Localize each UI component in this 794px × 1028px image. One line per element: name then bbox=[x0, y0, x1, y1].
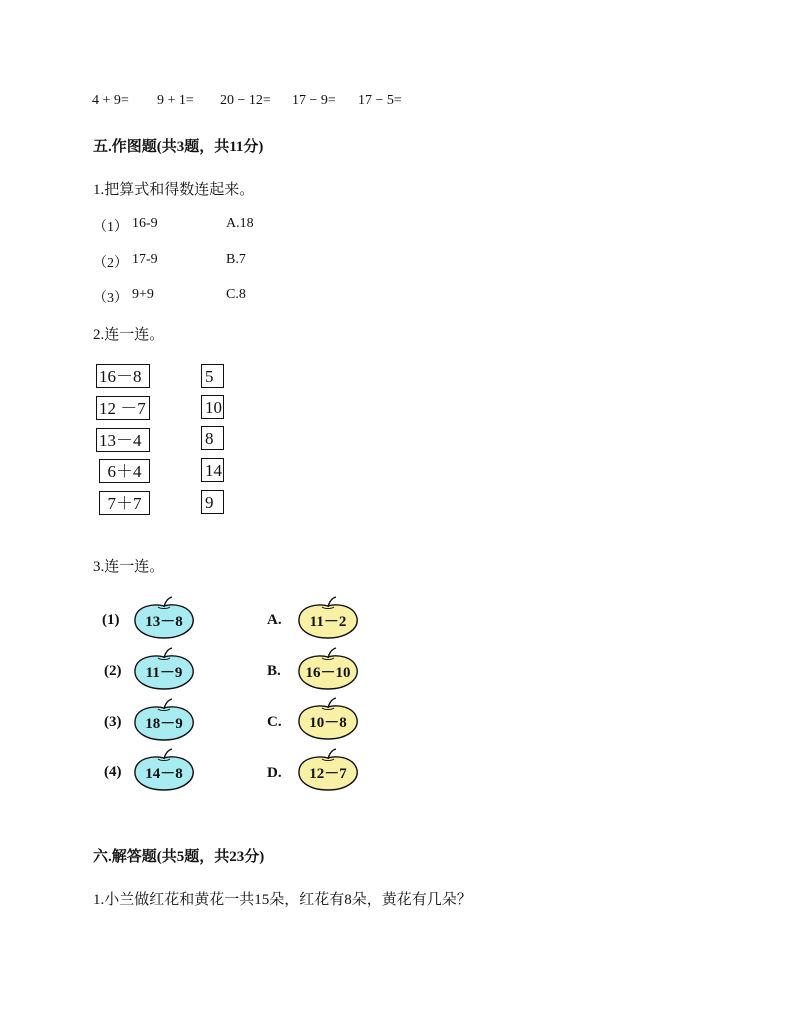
q1-row-1-answer: A.18 bbox=[226, 216, 254, 231]
q3-right-fruit-c-text: 10－8 bbox=[309, 715, 347, 731]
q2-right-box-1: 5 bbox=[201, 364, 224, 388]
q3-left-fruit-1 bbox=[132, 594, 196, 640]
section-5-heading: 五.作图题(共3题，共11分) bbox=[93, 139, 264, 155]
q3-right-fruit-c bbox=[296, 695, 360, 741]
q2-left-box-1: 16－8 bbox=[96, 364, 150, 388]
q1-row-1-expr: 16-9 bbox=[132, 216, 158, 231]
q1-row-2-expr: 17-9 bbox=[132, 252, 158, 267]
q3-left-fruit-1-text: 13－8 bbox=[145, 614, 183, 630]
q3-left-label-3: (3) bbox=[104, 714, 122, 730]
q3-right-label-d: D. bbox=[267, 765, 282, 781]
equation-3: 20 − 12= bbox=[220, 93, 271, 108]
equation-2: 9 + 1= bbox=[157, 93, 194, 108]
q3-left-label-4: (4) bbox=[104, 764, 122, 780]
q1-title: 1.把算式和得数连起来。 bbox=[93, 182, 255, 198]
q3-right-fruit-d bbox=[296, 746, 360, 792]
q3-title: 3.连一连。 bbox=[93, 559, 165, 575]
q1-row-3-num: （3） bbox=[93, 291, 128, 306]
q2-right-box-3: 8 bbox=[201, 426, 224, 450]
q3-right-fruit-a-text: 11－2 bbox=[309, 614, 347, 630]
q3-right-fruit-d-text: 12－7 bbox=[309, 766, 347, 782]
q2-right-box-4: 14 bbox=[201, 458, 224, 482]
q2-title: 2.连一连。 bbox=[93, 327, 165, 343]
q3-right-label-b: B. bbox=[267, 663, 281, 679]
q3-left-fruit-3 bbox=[132, 696, 196, 742]
q2-left-box-3: 13－4 bbox=[96, 428, 150, 452]
q2-left-box-2: 12 －7 bbox=[96, 396, 150, 420]
equation-1: 4 + 9= bbox=[92, 93, 129, 108]
q1-row-3-answer: C.8 bbox=[226, 287, 246, 302]
q3-left-label-1: (1) bbox=[102, 612, 120, 628]
q3-left-fruit-2 bbox=[132, 645, 196, 691]
equation-5: 17 − 5= bbox=[358, 93, 402, 108]
q3-left-fruit-2-text: 11－9 bbox=[145, 665, 183, 681]
section-6-heading: 六.解答题(共5题，共23分) bbox=[93, 849, 265, 865]
q1-row-3-expr: 9+9 bbox=[132, 287, 154, 302]
equation-4: 17 − 9= bbox=[292, 93, 336, 108]
q1-row-2-answer: B.7 bbox=[226, 252, 246, 267]
q2-right-box-2: 10 bbox=[201, 395, 224, 419]
q1-row-2-num: （2） bbox=[93, 256, 128, 271]
q3-left-label-2: (2) bbox=[104, 663, 122, 679]
q3-right-label-a: A. bbox=[267, 612, 282, 628]
q6-1-text: 1.小兰做红花和黄花一共15朵，红花有8朵，黄花有几朵？ bbox=[93, 892, 472, 908]
q3-left-fruit-3-text: 18－9 bbox=[145, 716, 183, 732]
q3-right-fruit-a bbox=[296, 594, 360, 640]
q3-right-fruit-b bbox=[296, 645, 360, 691]
q3-left-fruit-4-text: 14－8 bbox=[145, 766, 183, 782]
q3-right-label-c: C. bbox=[267, 714, 282, 730]
q3-right-fruit-b-text: 16－10 bbox=[305, 665, 351, 681]
q2-right-box-5: 9 bbox=[201, 490, 224, 514]
q2-left-box-5: 7＋7 bbox=[99, 491, 150, 515]
q1-row-1-num: （1） bbox=[93, 220, 128, 235]
q2-left-box-4: 6＋4 bbox=[99, 459, 150, 483]
q3-left-fruit-4 bbox=[132, 746, 196, 792]
